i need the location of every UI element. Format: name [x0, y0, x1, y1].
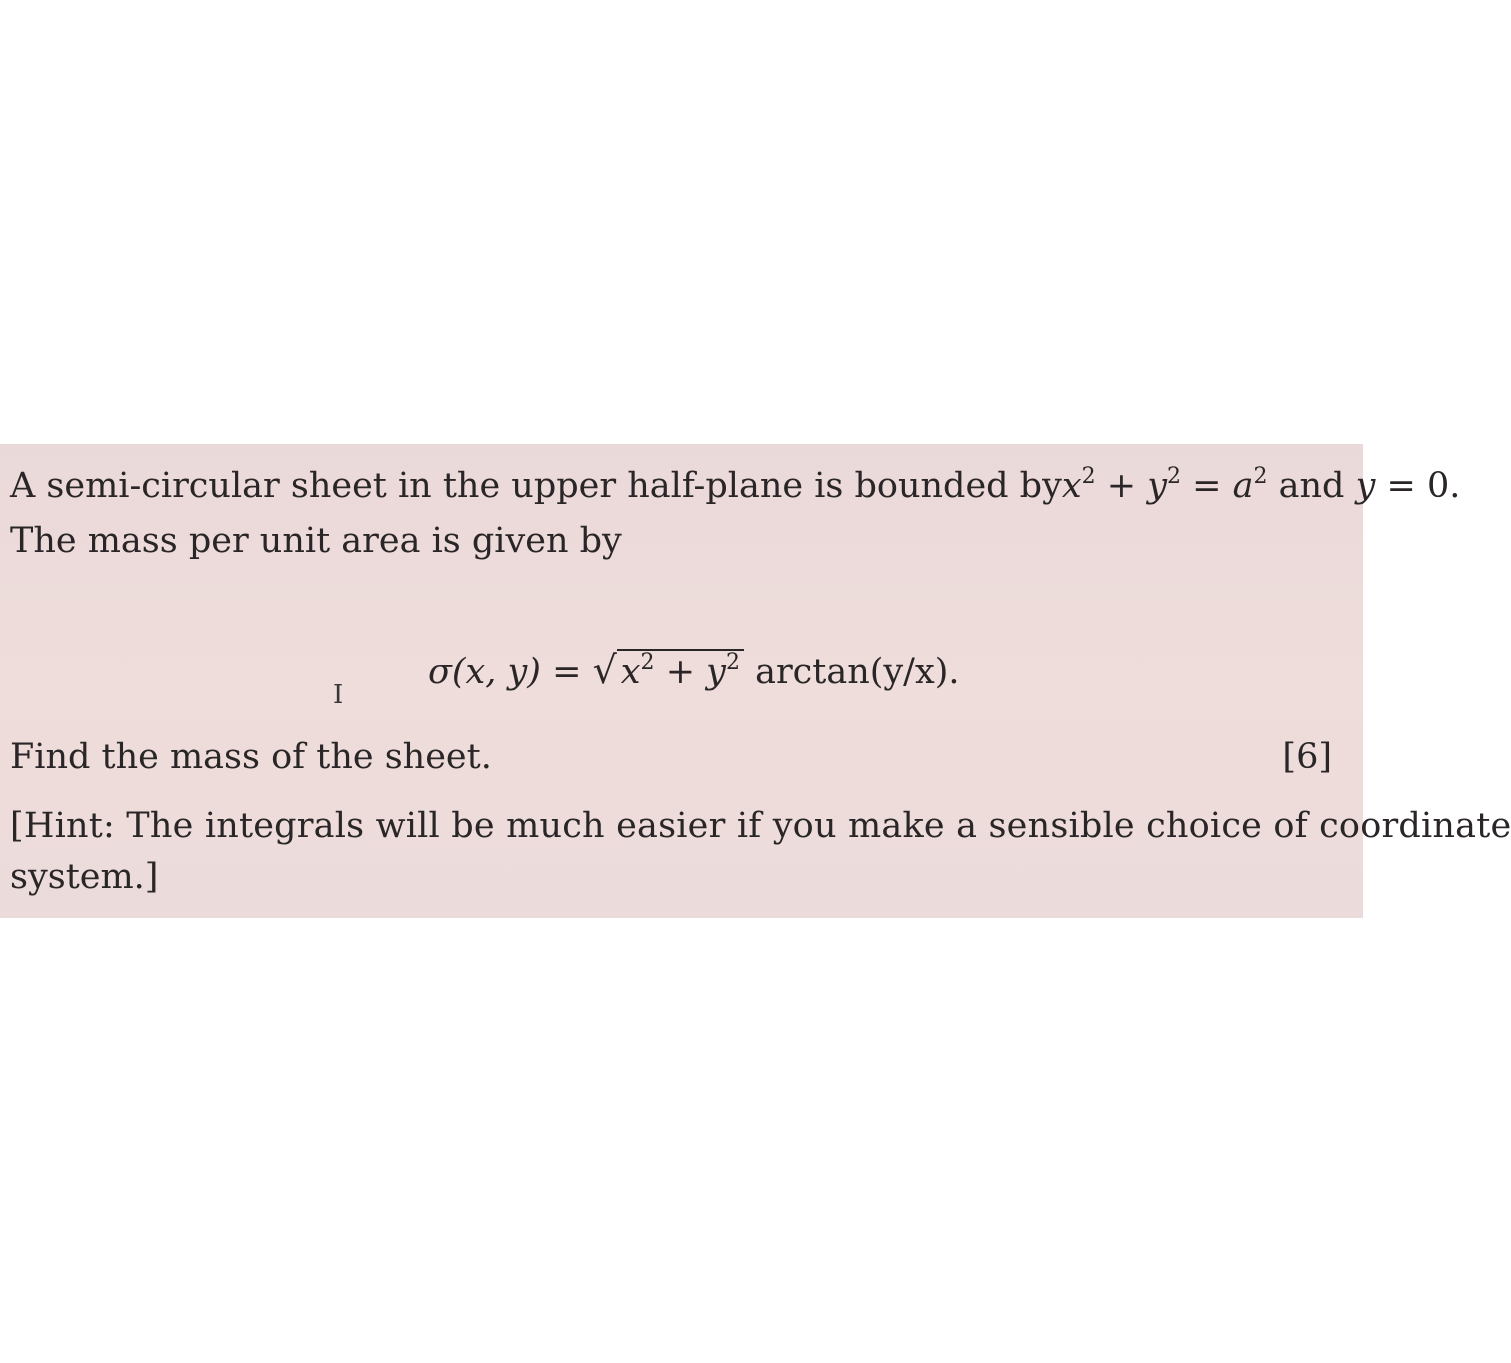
square-root [593, 648, 744, 694]
hint-line-1 [10, 806, 1511, 846]
formula-rhs: arctan(y/x). [755, 652, 960, 692]
marks-label: [6] [1282, 737, 1332, 777]
problem-statement-line-2: The mass per unit area is given by [10, 521, 622, 561]
question-text: Find the mass of the sheet. [10, 737, 492, 777]
formula-equals: = [552, 652, 582, 692]
radical-sign: √ [592, 648, 617, 692]
density-formula [428, 648, 960, 694]
formula-lhs: σ(x, y) [428, 652, 541, 692]
problem-statement-line-1 [10, 464, 1461, 506]
hint-text-1: [Hint: The integrals will be much easier if you make a sensible choice of coordinate [10, 806, 1511, 846]
boundary-equation: $x^2 + y^2 = a^2$ and y = 0. [1061, 464, 1461, 506]
question-line [10, 737, 1332, 777]
text-cursor-icon: I [333, 680, 344, 710]
hint-line-2: system.] [10, 857, 159, 897]
problem-text: A semi-circular sheet in the upper half-plane is bounded by [10, 466, 1062, 506]
radicand: $x^2 + y^2$ [617, 649, 744, 691]
